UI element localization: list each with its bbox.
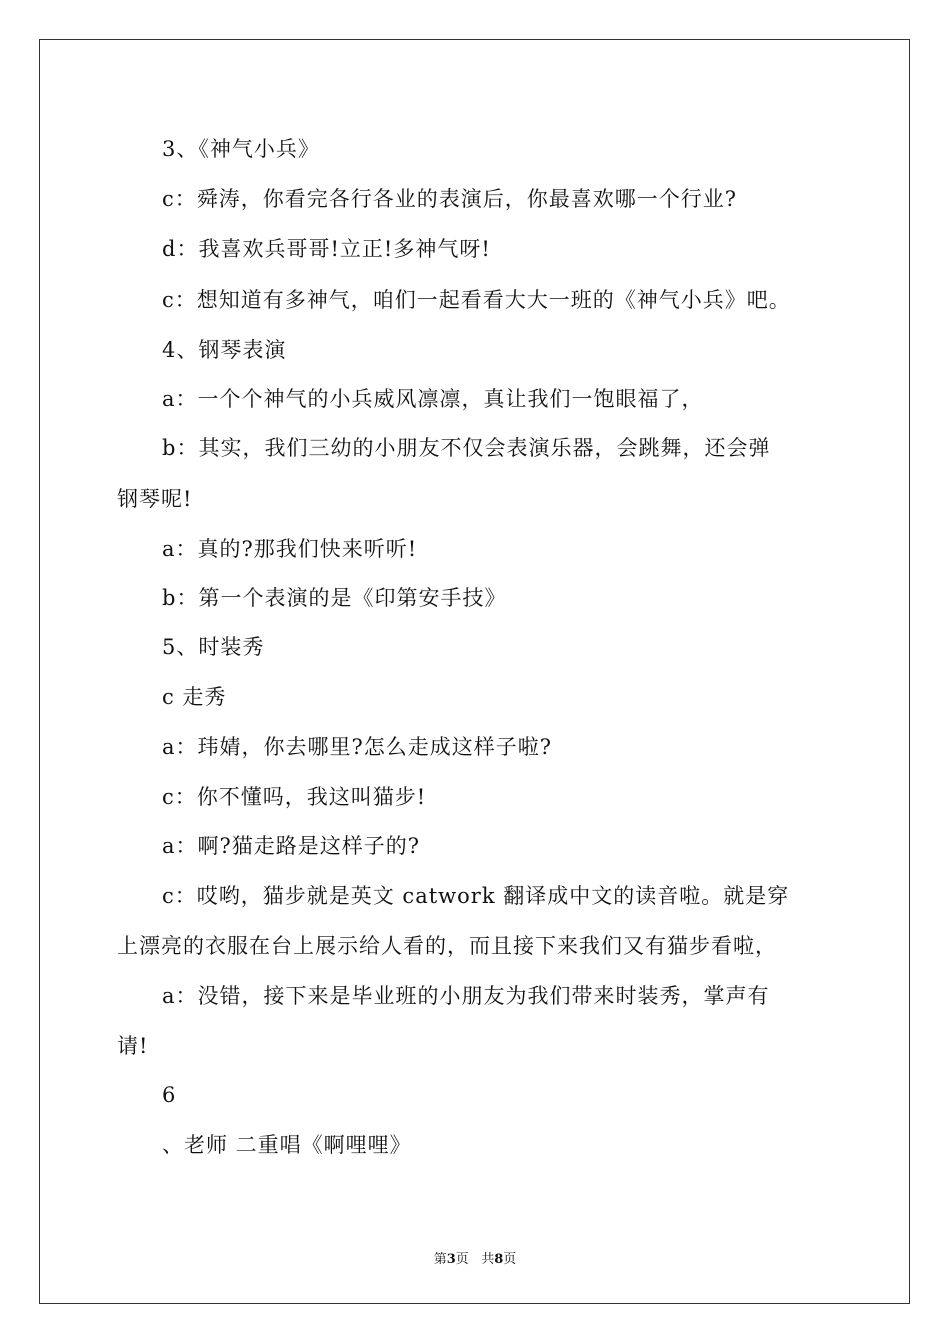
paragraph-line: 请! — [117, 1034, 149, 1058]
heading-6-number: 6 — [162, 1083, 177, 1107]
footer-total-suffix: 页 — [503, 1252, 517, 1267]
paragraph-line: a：玮婧，你去哪里?怎么走成这样子啦? — [162, 735, 553, 759]
footer-total-number: 8 — [494, 1252, 504, 1267]
paragraph-line: 上漂亮的衣服在台上展示给人看的，而且接下来我们又有猫步看啦， — [117, 934, 777, 958]
page-footer — [0, 1248, 950, 1267]
heading-5: 5、时装秀 — [162, 635, 265, 659]
paragraph-line: c：你不懂吗，我这叫猫步! — [162, 785, 427, 809]
paragraph-line: 钢琴呢! — [117, 487, 193, 511]
heading-6-title: 、老师 二重唱《啊哩哩》 — [162, 1133, 412, 1157]
paragraph-line: c 走秀 — [162, 685, 227, 709]
footer-page-prefix: 第 — [433, 1252, 447, 1267]
paragraph-line: d：我喜欢兵哥哥!立正!多神气呀! — [162, 237, 491, 261]
footer-page-number: 3 — [446, 1252, 456, 1267]
paragraph-line: a：啊?猫走路是这样子的? — [162, 834, 421, 858]
paragraph-line: a：真的?那我们快来听听! — [162, 537, 418, 561]
paragraph-line: a：一个个神气的小兵威风凛凛，真让我们一饱眼福了， — [162, 387, 704, 411]
heading-3: 3、《神气小兵》 — [162, 137, 320, 161]
paragraph-line: c：想知道有多神气，咱们一起看看大大一班的《神气小兵》吧。 — [162, 288, 791, 312]
paragraph-line: b：其实，我们三幼的小朋友不仅会表演乐器，会跳舞，还会弹 — [162, 436, 771, 460]
footer-page-suffix: 页 — [455, 1252, 469, 1267]
page-frame — [39, 39, 910, 1304]
footer-total-prefix: 共 — [481, 1252, 495, 1267]
paragraph-line: b：第一个表演的是《印第安手技》 — [162, 586, 507, 610]
paragraph-line: c：舜涛，你看完各行各业的表演后，你最喜欢哪一个行业? — [162, 187, 738, 211]
heading-4: 4、钢琴表演 — [162, 338, 287, 362]
paragraph-line: c：哎哟，猫步就是英文 catwork 翻译成中文的读音啦。就是穿 — [162, 884, 790, 908]
paragraph-line: a：没错，接下来是毕业班的小朋友为我们带来时装秀，掌声有 — [162, 984, 770, 1008]
